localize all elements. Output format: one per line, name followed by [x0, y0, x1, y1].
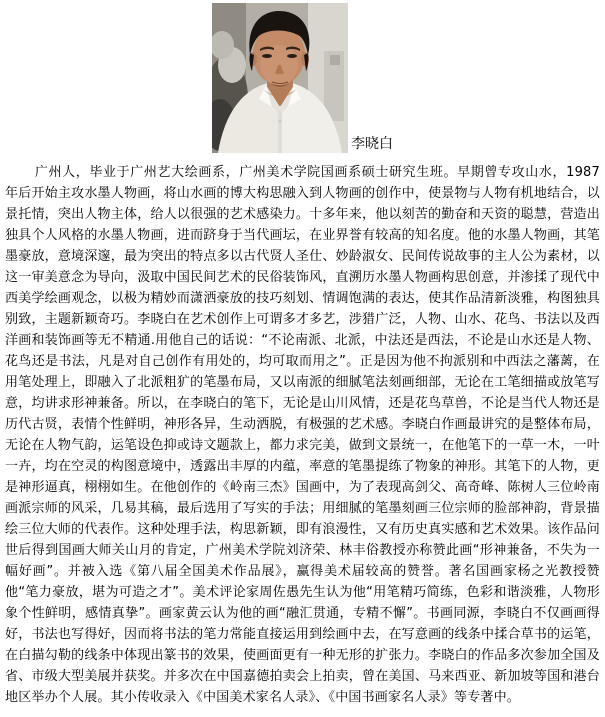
- portrait-photo-art: [212, 3, 348, 153]
- portrait-caption: 李晓白: [351, 136, 393, 152]
- biography-paragraph: 广州人，毕业于广州艺大绘画系，广州美术学院国画系硕士研究生班。早期曾专攻山水，1987 年后开始主攻水墨人物画，将山水画的博大构思融入到人物画的创作中，使景物与人物有机地结合，以景托情，突出人物主体，给人以很强的艺术感染力。十多年来，他以刻苦的勤奋和天资的聪慧，营造出独具个人风格的水墨人物画，进而跻身于当代画坛，在业界誉有较高的知名度。他的水墨人物画，其笔墨豪放，意境深邃，最为突出的特点多以古代贤人圣仕、妙龄淑女、民间传说故事的主人公为素材，以这一审美意念为导向，汲取中国民间艺术的民俗装饰风，直溯历水墨人物画构思创意，并渗揉了现代中西美学绘画观念，以极为精妙而潇洒豪放的技巧刻划、情调饱满的表达，使其作品清新淡雅，构图独具别致，主题新颖奇巧。李晓白在艺术创作上可谓多才多艺，涉猎广泛，人物、山水、花鸟、书法以及西洋画和装饰画等无不精通.用他自己的话说：“不论南派、北派，中法还是西法，不论是山水还是人物、花鸟还是书法，凡是对自己创作有用处的，均可取而用之”。正是因为他不拘派别和中西法之藩蓠，在用笔处理上，即融入了北派粗犷的笔墨布局，又以南派的细腻笔法刻画细部，无论在工笔细描或放笔写意，均讲求形神兼备。所以，在李晓白的笔下，无论是山川风情，还是花鸟草兽，不论是当代人物还是历代古贤，表情个性鲜明，神形各异，生动洒脱，有极强的艺术感。李晓白作画最讲究的是整体布局，无论在人物气韵，运笔设色抑或诗文题款上，都力求完美，做到文景统一，在他笔下的一草一木，一叶一卉，均在空灵的构图意境中，透露出丰厚的内蕴，率意的笔墨提练了物象的神形。其笔下的人物，更是神形逼真，栩栩如生。在他创作的《岭南三杰》国画中，为了表现高剑父、高奇峰、陈树人三位岭南画派宗师的风采，几易其稿，最后选用了写实的手法；用细腻的笔墨刻画三位宗师的脸部神韵，背景描绘三位大师的代表作。这种处理手法，构思新颖，即有浪漫性，又有历史真实感和艺术效果。该作品问世后得到国画大师关山月的肯定，广州美术学院刘济荣、林丰俗教授亦称赞此画“形神兼备，不失为一幅好画”。并被入选《第八届全国美术作品展》，赢得美术届较高的赞誉。著名国画家杨之光教授赞他“笔力豪放，堪为可造之才”。美术评论家周佐愚先生认为他“用笔精巧简练，色彩和谐淡雅，人物形象个性鲜明，感情真挚”。画家黄云认为他的画“融汇贯通，专精不懈”。书画同源，李晓白不仅画画得好，书法也写得好，因而将书法的笔力常能直接运用到绘画中去，在写意画的线条中揉合草书的运笔，在白描勾勒的线条中体现出篆书的效果，使画面更有一种无形的扩张力。李晓白的作品多次参加全国及省、市级大型美展并获奖。并多次在中国嘉德拍卖会上拍卖，曾在美国、马来西亚、新加坡等国和港台地区举办个人展。其小传收录入《中国美术家名人录》、《中国书画家名人录》等专著中。: [5, 165, 600, 705]
- portrait-block: [0, 3, 605, 153]
- portrait-photo: [212, 3, 348, 153]
